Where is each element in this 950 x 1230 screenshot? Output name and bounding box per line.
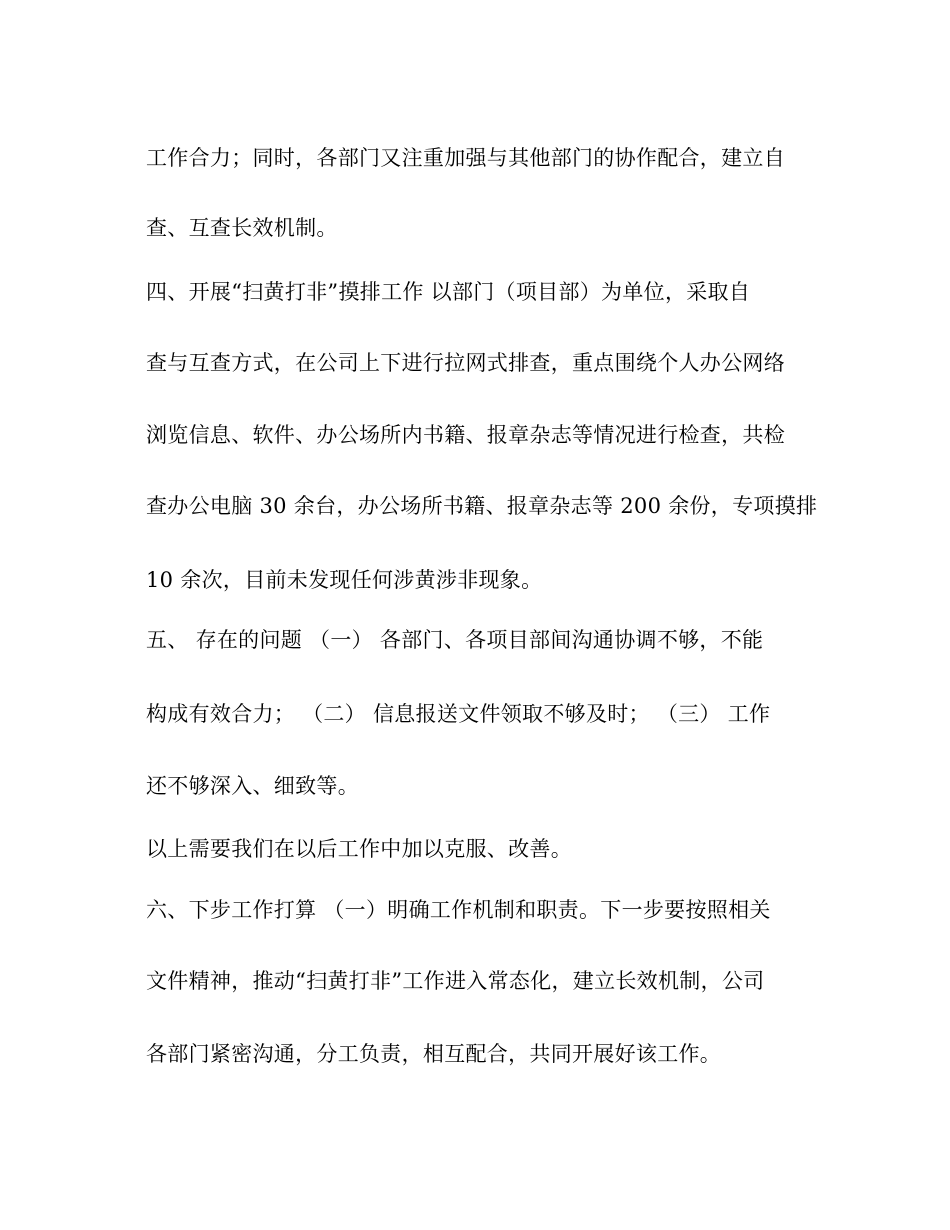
paragraph-line: 10 余次，目前未发现任何涉黄涉非现象。 <box>146 568 543 592</box>
paragraph-line: 查与互查方式，在公司上下进行拉网式排查，重点围绕个人办公网络 <box>146 351 785 375</box>
paragraph-line: 文件精神，推动“扫黄打非”工作进入常态化，建立长效机制，公司 <box>146 969 765 993</box>
section-heading-line: 六、下步工作打算 （一）明确工作机制和职责。下一步要按照相关 <box>146 898 771 922</box>
paragraph-line: 各部门紧密沟通，分工负责，相互配合，共同开展好该工作。 <box>146 1042 722 1066</box>
paragraph-line: 以上需要我们在以后工作中加以克服、改善。 <box>146 837 572 861</box>
paragraph-line: 构成有效合力； （二） 信息报送文件领取不够及时； （三） 工作 <box>146 702 771 726</box>
paragraph-line: 还不够深入、细致等。 <box>146 774 359 798</box>
paragraph-line: 工作合力；同时，各部门又注重加强与其他部门的协作配合，建立自 <box>146 146 785 170</box>
section-heading-line: 五、 存在的问题 （一） 各部门、各项目部间沟通协调不够，不能 <box>146 628 764 652</box>
paragraph-line: 查、互查长效机制。 <box>146 216 338 240</box>
section-heading-line: 四、开展“扫黄打非”摸排工作 以部门（项目部）为单位，采取自 <box>146 280 751 304</box>
paragraph-line: 浏览信息、软件、办公场所内书籍、报章杂志等情况进行检查，共检 <box>146 423 785 447</box>
paragraph-line: 查办公电脑 30 余台，办公场所书籍、报章杂志等 200 余份，专项摸排 <box>146 494 818 518</box>
